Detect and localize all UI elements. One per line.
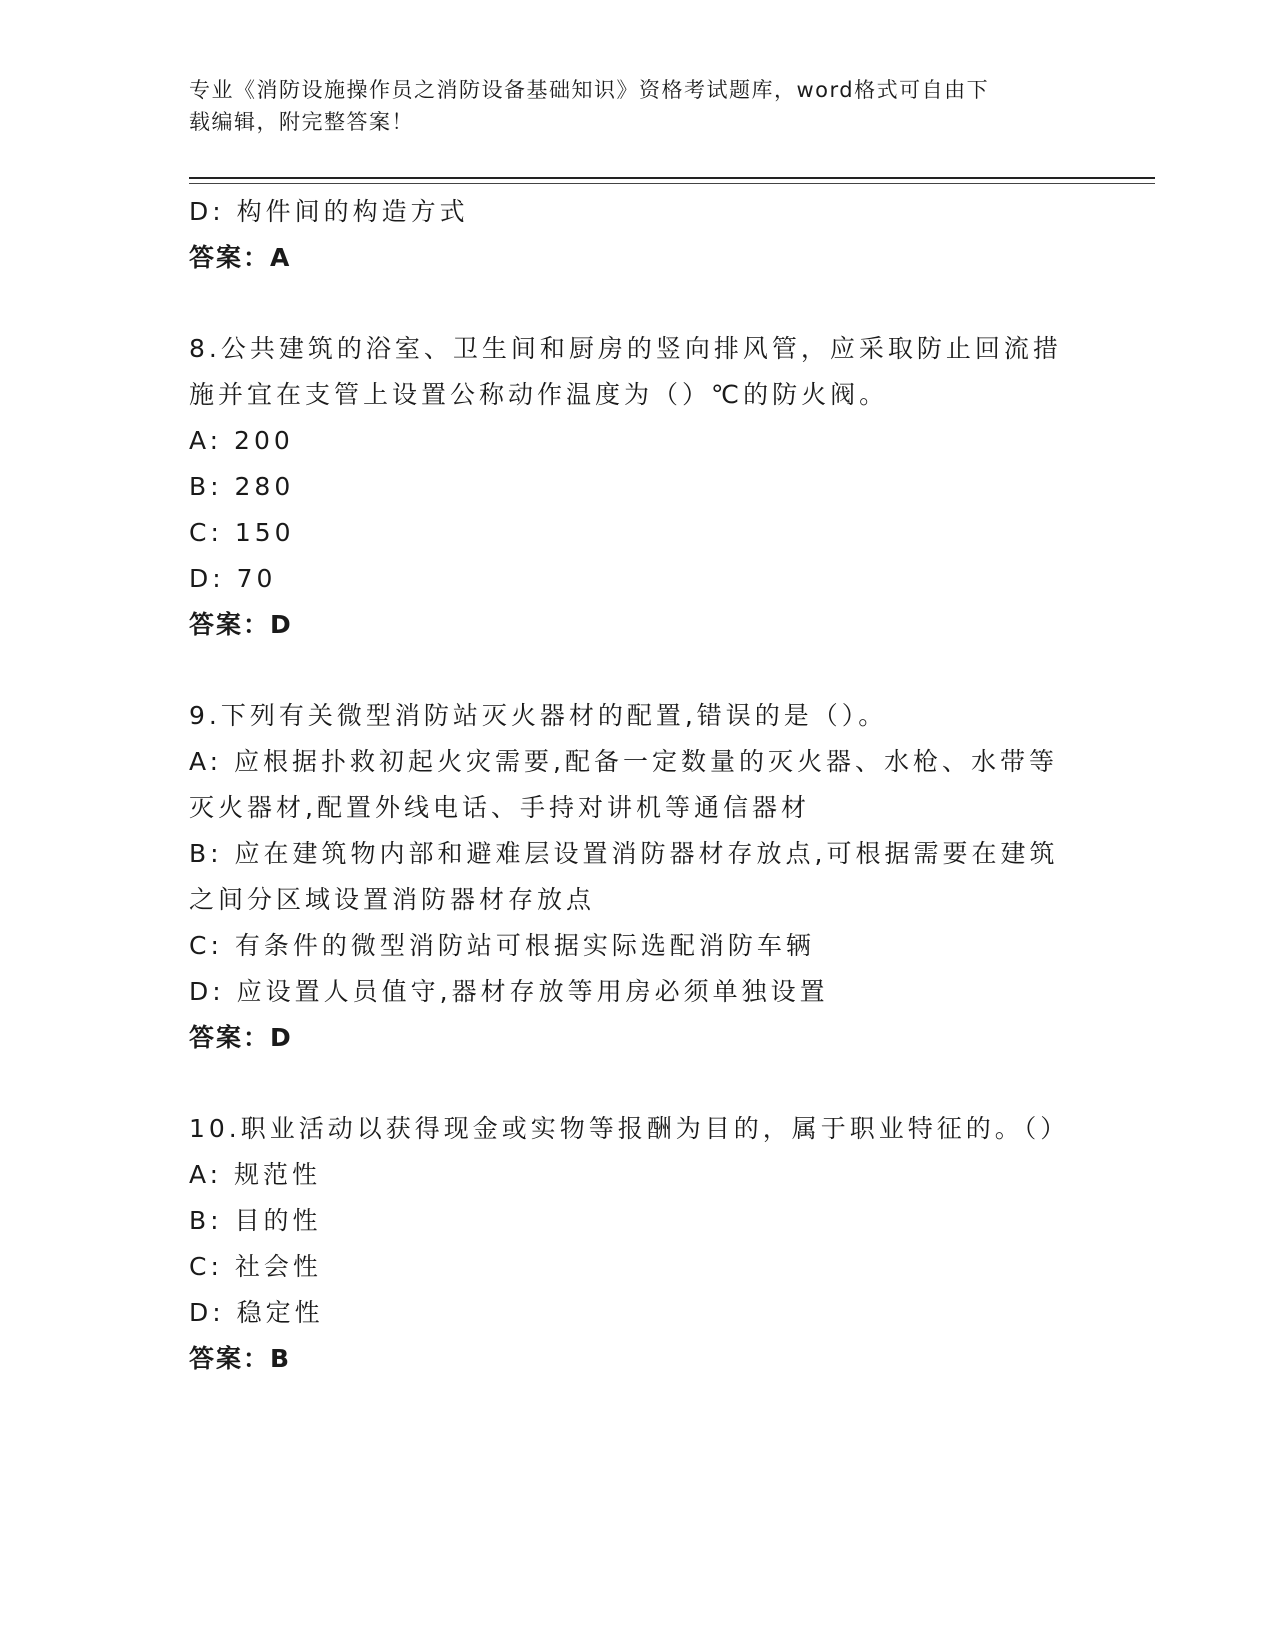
- option-c: C: 有条件的微型消防站可根据实际选配消防车辆: [189, 931, 815, 960]
- option-a: A: 200: [189, 426, 294, 455]
- question-stem: 9.下列有关微型消防站灭火器材的配置,错误的是（）。: [189, 701, 888, 730]
- question-stem-line: 8.公共建筑的浴室、卫生间和厨房的竖向排风管，应采取防止回流措: [189, 334, 1062, 363]
- option-c: C: 社会性: [189, 1252, 322, 1281]
- spacer: [189, 281, 1069, 326]
- spacer: [189, 1061, 1069, 1106]
- previous-question-tail: [189, 189, 1069, 281]
- option-d: D: 70: [189, 564, 277, 593]
- question-stem-line: 施并宜在支管上设置公称动作温度为（）℃的防火阀。: [189, 380, 889, 409]
- question-8: [189, 326, 1069, 648]
- option-d: D: 稳定性: [189, 1298, 324, 1327]
- option-a: A: 应根据扑救初起火灾需要,配备一定数量的灭火器、水枪、水带等: [189, 747, 1058, 776]
- header-line-2: 载编辑，附完整答案！: [189, 110, 414, 134]
- header-line-1: 专业《消防设施操作员之消防设备基础知识》资格考试题库，word格式可自由下: [189, 78, 990, 102]
- spacer: [189, 648, 1069, 693]
- question-10: [189, 1106, 1069, 1382]
- option-b: B: 目的性: [189, 1206, 322, 1235]
- question-9: [189, 693, 1069, 1061]
- question-body: [189, 189, 1069, 1382]
- header-rule-thick: [189, 177, 1155, 179]
- answer: 答案：B: [189, 1344, 292, 1373]
- option-b-continued: 之间分区域设置消防器材存放点: [189, 885, 596, 914]
- option-d: D: 构件间的构造方式: [189, 197, 469, 226]
- header-rule-thin: [189, 183, 1155, 184]
- option-c: C: 150: [189, 518, 295, 547]
- page-header: [189, 74, 1069, 138]
- answer: 答案：D: [189, 610, 293, 639]
- answer: 答案：A: [189, 243, 292, 272]
- question-stem: 10.职业活动以获得现金或实物等报酬为目的，属于职业特征的。（）: [189, 1114, 1070, 1143]
- option-b: B: 应在建筑物内部和避难层设置消防器材存放点,可根据需要在建筑: [189, 839, 1059, 868]
- option-a: A: 规范性: [189, 1160, 322, 1189]
- option-b: B: 280: [189, 472, 295, 501]
- option-a-continued: 灭火器材,配置外线电话、手持对讲机等通信器材: [189, 793, 810, 822]
- option-d: D: 应设置人员值守,器材存放等用房必须单独设置: [189, 977, 829, 1006]
- answer: 答案：D: [189, 1023, 293, 1052]
